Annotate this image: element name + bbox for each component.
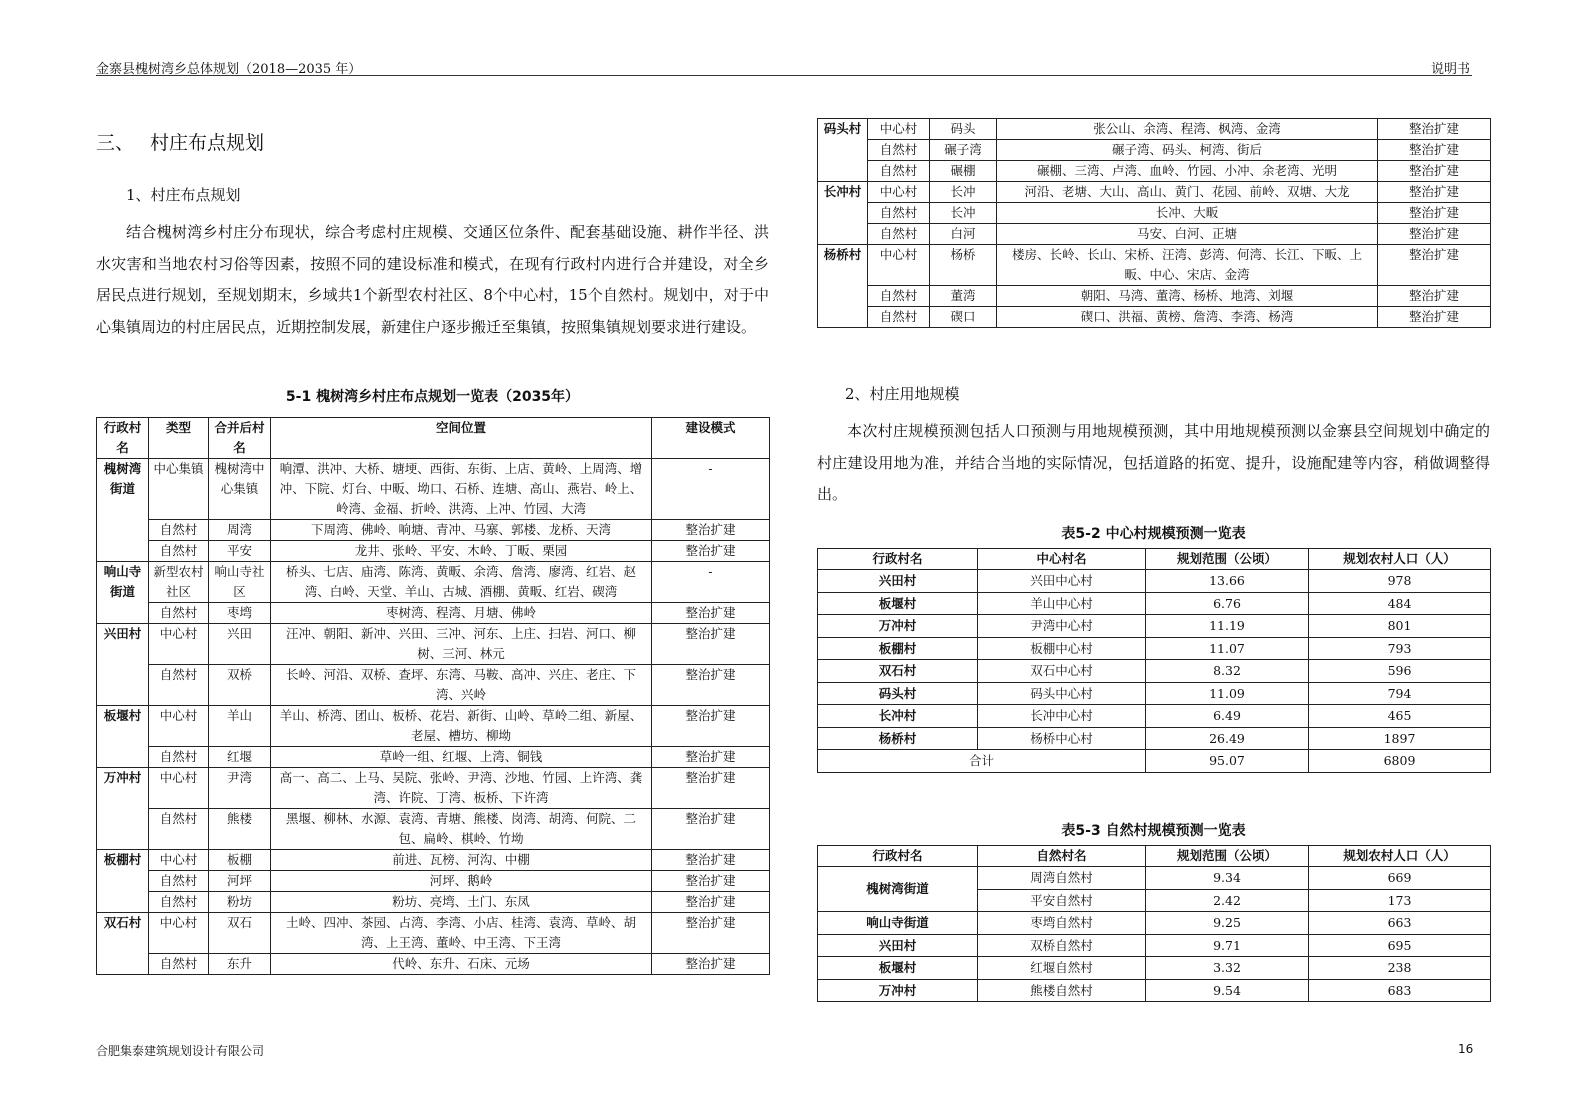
admin-village-cell: 板堰村 — [818, 592, 978, 615]
mode-cell: 整治扩建 — [652, 850, 770, 871]
population-cell: 695 — [1309, 934, 1491, 957]
type-cell: 中心村 — [868, 119, 930, 140]
population-cell: 484 — [1309, 592, 1491, 615]
name-cell: 长冲 — [930, 203, 997, 224]
type-cell: 中心村 — [149, 624, 209, 665]
location-cell: 朝阳、马湾、董湾、杨桥、地湾、刘堰 — [997, 286, 1378, 307]
mode-cell: 整治扩建 — [652, 665, 770, 706]
village-cell: 双石中心村 — [978, 660, 1146, 683]
name-cell: 粉坊 — [209, 892, 271, 913]
location-cell: 桥头、七店、庙湾、陈湾、黄畈、余湾、詹湾、廖湾、红岩、赵湾、白岭、天堂、羊山、古城、酒棚、黄畈、红岩、碶湾 — [271, 562, 652, 603]
admin-village-cell: 兴田村 — [818, 570, 978, 593]
table-row — [97, 954, 770, 975]
village-cell: 双桥自然村 — [978, 934, 1146, 957]
name-cell: 河坪 — [209, 871, 271, 892]
area-cell: 13.66 — [1146, 570, 1309, 593]
location-cell: 张公山、余湾、程湾、枫湾、金湾 — [997, 119, 1378, 140]
area-cell: 9.71 — [1146, 934, 1309, 957]
population-cell: 663 — [1309, 912, 1491, 935]
location-cell: 碾棚、三湾、卢湾、血岭、竹园、小冲、余老湾、光明 — [997, 161, 1378, 182]
table-row — [97, 850, 770, 871]
name-cell: 熊楼 — [209, 809, 271, 850]
village-cell: 平安自然村 — [978, 889, 1146, 912]
area-cell: 26.49 — [1146, 727, 1309, 750]
village-cell: 熊楼自然村 — [978, 979, 1146, 1002]
col-header-merged-name: 合并后村名 — [209, 418, 271, 459]
mode-cell: 整治扩建 — [1378, 286, 1491, 307]
name-cell: 板棚 — [209, 850, 271, 871]
table-row — [818, 286, 1491, 307]
population-cell: 465 — [1309, 705, 1491, 728]
type-cell: 自然村 — [149, 603, 209, 624]
location-cell: 碾子湾、码头、柯湾、街后 — [997, 140, 1378, 161]
mode-cell: 整治扩建 — [1378, 161, 1491, 182]
header-doc-type: 说明书 — [1431, 62, 1471, 77]
total-population: 6809 — [1309, 750, 1491, 773]
mode-cell: 整治扩建 — [1378, 307, 1491, 328]
location-cell: 楼房、长岭、长山、宋桥、汪湾、彭湾、何湾、长江、下畈、上畈、中心、宋店、金湾 — [997, 245, 1378, 286]
village-cell: 长冲中心村 — [978, 705, 1146, 728]
population-cell: 794 — [1309, 682, 1491, 705]
col-header-admin-village: 行政村名 — [818, 846, 978, 867]
name-cell: 双石 — [209, 913, 271, 954]
location-cell: 汪冲、朝阳、新冲、兴田、三冲、河东、上庄、扫岩、河口、柳树、三河、林元 — [271, 624, 652, 665]
table-row — [97, 665, 770, 706]
table-header-row — [818, 846, 1491, 867]
table-row — [818, 957, 1491, 980]
name-cell: 兴田 — [209, 624, 271, 665]
village-cell: 板棚中心村 — [978, 637, 1146, 660]
table-row — [818, 912, 1491, 935]
area-cell: 6.76 — [1146, 592, 1309, 615]
village-layout-table — [96, 417, 770, 975]
name-cell: 槐树湾中心集镇 — [209, 459, 271, 520]
table-row — [818, 140, 1491, 161]
location-cell: 枣树湾、程湾、月塘、佛岭 — [271, 603, 652, 624]
mode-cell: 整治扩建 — [1378, 245, 1491, 286]
subsection-heading-2: 2、村庄用地规模 — [845, 385, 960, 403]
mode-cell: 整治扩建 — [652, 747, 770, 768]
subsection-heading-1: 1、村庄布点规划 — [126, 186, 241, 204]
location-cell: 前进、瓦榜、河沟、中棚 — [271, 850, 652, 871]
location-cell: 土岭、四冲、茶园、占湾、李湾、小店、桂湾、袁湾、草岭、胡湾、上王湾、董岭、中王湾、下王湾 — [271, 913, 652, 954]
admin-village-cell: 长冲村 — [818, 705, 978, 728]
area-cell: 11.09 — [1146, 682, 1309, 705]
col-header-area: 规划范围（公顷） — [1146, 549, 1309, 570]
type-cell: 自然村 — [149, 747, 209, 768]
paragraph-2: 本次村庄规模预测包括人口预测与用地规模预测，其中用地规模预测以金寨县空间规划中确定的村庄建设用地为准，并结合当地的实际情况，包括道路的拓宽、提升，设施配建等内容，稍做调整得出。 — [817, 422, 1490, 503]
col-header-mode: 建设模式 — [652, 418, 770, 459]
table-row — [818, 570, 1491, 593]
col-header-central-village: 中心村名 — [978, 549, 1146, 570]
population-cell: 1897 — [1309, 727, 1491, 750]
population-cell: 978 — [1309, 570, 1491, 593]
table-row — [818, 705, 1491, 728]
mode-cell: 整治扩建 — [1378, 140, 1491, 161]
type-cell: 新型农村社区 — [149, 562, 209, 603]
table-row — [97, 624, 770, 665]
type-cell: 中心村 — [149, 706, 209, 747]
name-cell: 杨桥 — [930, 245, 997, 286]
table-row — [818, 637, 1491, 660]
col-header-type: 类型 — [149, 418, 209, 459]
name-cell: 碶口 — [930, 307, 997, 328]
population-cell: 801 — [1309, 615, 1491, 638]
location-cell: 碶口、洪福、黄榜、詹湾、李湾、杨湾 — [997, 307, 1378, 328]
area-cell: 9.25 — [1146, 912, 1309, 935]
type-cell: 自然村 — [868, 224, 930, 245]
table-row — [97, 747, 770, 768]
table-row — [97, 541, 770, 562]
location-cell: 粉坊、亮塆、土门、东凤 — [271, 892, 652, 913]
type-cell: 自然村 — [868, 140, 930, 161]
village-cell: 红堰自然村 — [978, 957, 1146, 980]
col-header-location: 空间位置 — [271, 418, 652, 459]
mode-cell: 整治扩建 — [652, 809, 770, 850]
type-cell: 中心村 — [149, 850, 209, 871]
name-cell: 羊山 — [209, 706, 271, 747]
area-cell: 3.32 — [1146, 957, 1309, 980]
population-cell: 238 — [1309, 957, 1491, 980]
type-cell: 中心村 — [149, 768, 209, 809]
admin-village-cell: 槐树湾街道 — [818, 867, 978, 912]
type-cell: 中心村 — [149, 913, 209, 954]
admin-village-cell: 双石村 — [97, 913, 149, 975]
type-cell: 中心村 — [868, 182, 930, 203]
type-cell: 自然村 — [868, 161, 930, 182]
mode-cell: 整治扩建 — [652, 954, 770, 975]
table-total-row — [818, 750, 1491, 773]
col-header-population: 规划农村人口（人） — [1309, 549, 1491, 570]
name-cell: 平安 — [209, 541, 271, 562]
mode-cell: - — [652, 459, 770, 520]
village-cell: 枣塆自然村 — [978, 912, 1146, 935]
type-cell: 自然村 — [149, 541, 209, 562]
table-row — [818, 161, 1491, 182]
mode-cell: 整治扩建 — [1378, 203, 1491, 224]
location-cell: 黑堰、柳林、水源、袁湾、青塘、熊楼、岗湾、胡湾、何院、二包、扁岭、棋岭、竹坳 — [271, 809, 652, 850]
name-cell: 长冲 — [930, 182, 997, 203]
table-row — [97, 768, 770, 809]
mode-cell: 整治扩建 — [652, 913, 770, 954]
table-row — [818, 245, 1491, 286]
location-cell: 草岭一组、红堰、上湾、铜钱 — [271, 747, 652, 768]
location-cell: 马安、白河、正塘 — [997, 224, 1378, 245]
location-cell: 代岭、东升、石床、元场 — [271, 954, 652, 975]
table-row — [818, 224, 1491, 245]
name-cell: 码头 — [930, 119, 997, 140]
footer-company: 合肥集泰建筑规划设计有限公司 — [96, 1044, 265, 1058]
admin-village-cell: 板堰村 — [818, 957, 978, 980]
mode-cell: 整治扩建 — [1378, 182, 1491, 203]
admin-village-cell: 码头村 — [818, 119, 868, 182]
type-cell: 中心村 — [868, 245, 930, 286]
location-cell: 龙井、张岭、平安、木岭、丁畈、栗园 — [271, 541, 652, 562]
type-cell: 自然村 — [149, 809, 209, 850]
paragraph-1: 结合槐树湾乡村庄分布现状，综合考虑村庄规模、交通区位条件、配套基础设施、耕作半径、洪水灾害和当地农村习俗等因素，按照不同的建设标准和模式，在现有行政村内进行合并建设，对全乡居民点进行规划，至规划期末，乡域共1个新型农村社区、8个中心村，15个自然村。规划中，对于中心集镇周边的村庄居民点，近期控制发展，新建住户逐步搬迁至集镇，按照集镇规划要求进行建设。 — [96, 223, 769, 336]
village-layout-table-continued — [817, 118, 1491, 328]
admin-village-cell: 板棚村 — [818, 637, 978, 660]
area-cell: 2.42 — [1146, 889, 1309, 912]
admin-village-cell: 板棚村 — [97, 850, 149, 913]
admin-village-cell: 码头村 — [818, 682, 978, 705]
name-cell: 东升 — [209, 954, 271, 975]
type-cell: 自然村 — [149, 954, 209, 975]
admin-village-cell: 杨桥村 — [818, 727, 978, 750]
mode-cell: 整治扩建 — [652, 541, 770, 562]
mode-cell: 整治扩建 — [652, 768, 770, 809]
admin-village-cell: 杨桥村 — [818, 245, 868, 328]
village-cell: 尹湾中心村 — [978, 615, 1146, 638]
location-cell: 响潭、洪冲、大桥、塘埂、西街、东街、上店、黄岭、上周湾、增冲、下院、灯台、中畈、坳口、石桥、连塘、高山、燕岩、岭上、岭湾、金福、折岭、洪湾、上冲、竹园、大湾 — [271, 459, 652, 520]
page-number: 16 — [1458, 1042, 1474, 1056]
admin-village-cell: 响山寺街道 — [97, 562, 149, 624]
mode-cell: 整治扩建 — [652, 892, 770, 913]
table-row — [818, 934, 1491, 957]
village-cell: 兴田中心村 — [978, 570, 1146, 593]
table-5-2-caption: 表5-2 中心村规模预测一览表 — [1061, 526, 1246, 542]
table-row — [818, 203, 1491, 224]
mode-cell: 整治扩建 — [652, 520, 770, 541]
total-label: 合计 — [818, 750, 1146, 773]
mode-cell: 整治扩建 — [652, 624, 770, 665]
population-cell: 173 — [1309, 889, 1491, 912]
admin-village-cell: 板堰村 — [97, 706, 149, 768]
table-row — [818, 979, 1491, 1002]
name-cell: 白河 — [930, 224, 997, 245]
table-row — [97, 459, 770, 520]
table-row — [97, 913, 770, 954]
admin-village-cell: 响山寺街道 — [818, 912, 978, 935]
mode-cell: 整治扩建 — [652, 706, 770, 747]
admin-village-cell: 兴田村 — [818, 934, 978, 957]
location-cell: 羊山、桥湾、团山、板桥、花岩、新街、山岭、草岭二组、新屋、老屋、槽坊、柳坳 — [271, 706, 652, 747]
col-header-admin-village: 行政村名 — [818, 549, 978, 570]
mode-cell: - — [652, 562, 770, 603]
table-row — [818, 682, 1491, 705]
location-cell: 河坪、鹅岭 — [271, 871, 652, 892]
name-cell: 周湾 — [209, 520, 271, 541]
area-cell: 9.34 — [1146, 867, 1309, 890]
village-cell: 码头中心村 — [978, 682, 1146, 705]
admin-village-cell: 双石村 — [818, 660, 978, 683]
header-title: 金寨县槐树湾乡总体规划（2018—2035 年） — [96, 62, 362, 77]
name-cell: 双桥 — [209, 665, 271, 706]
table-row — [818, 592, 1491, 615]
table-header-row — [818, 549, 1491, 570]
section-heading — [96, 128, 264, 155]
table-row — [97, 871, 770, 892]
total-area: 95.07 — [1146, 750, 1309, 773]
name-cell: 碾棚 — [930, 161, 997, 182]
natural-village-scale-table — [817, 845, 1491, 1002]
table-row — [818, 867, 1491, 890]
mode-cell: 整治扩建 — [652, 603, 770, 624]
location-cell: 长岭、河沿、双桥、查坪、东湾、马鞍、高冲、兴庄、老庄、下湾、兴岭 — [271, 665, 652, 706]
area-cell: 9.54 — [1146, 979, 1309, 1002]
type-cell: 自然村 — [149, 520, 209, 541]
location-cell: 下周湾、佛岭、响塘、青冲、马寨、郭楼、龙桥、天湾 — [271, 520, 652, 541]
table-row — [818, 119, 1491, 140]
mode-cell: 整治扩建 — [652, 871, 770, 892]
population-cell: 596 — [1309, 660, 1491, 683]
col-header-area: 规划范围（公顷） — [1146, 846, 1309, 867]
population-cell: 683 — [1309, 979, 1491, 1002]
name-cell: 董湾 — [930, 286, 997, 307]
type-cell: 自然村 — [868, 307, 930, 328]
population-cell: 793 — [1309, 637, 1491, 660]
admin-village-cell: 长冲村 — [818, 182, 868, 245]
type-cell: 自然村 — [149, 892, 209, 913]
admin-village-cell: 槐树湾街道 — [97, 459, 149, 562]
type-cell: 自然村 — [149, 871, 209, 892]
table-row — [97, 706, 770, 747]
central-village-scale-table — [817, 548, 1491, 773]
admin-village-cell: 万冲村 — [97, 768, 149, 850]
village-cell: 杨桥中心村 — [978, 727, 1146, 750]
table-row — [818, 727, 1491, 750]
table-row — [818, 660, 1491, 683]
col-header-natural-village: 自然村名 — [978, 846, 1146, 867]
section-number: 三、 — [96, 132, 135, 154]
table-header-row — [97, 418, 770, 459]
location-cell: 长冲、大畈 — [997, 203, 1378, 224]
table-row — [97, 562, 770, 603]
col-header-population: 规划农村人口（人） — [1309, 846, 1491, 867]
table-row — [97, 520, 770, 541]
table-5-3-caption: 表5-3 自然村规模预测一览表 — [1061, 823, 1246, 839]
village-cell: 周湾自然村 — [978, 867, 1146, 890]
section-title: 村庄布点规划 — [150, 132, 265, 154]
table-row — [818, 182, 1491, 203]
table-row — [97, 603, 770, 624]
type-cell: 自然村 — [868, 286, 930, 307]
name-cell: 枣塆 — [209, 603, 271, 624]
area-cell: 11.19 — [1146, 615, 1309, 638]
table-row — [818, 307, 1491, 328]
population-cell: 669 — [1309, 867, 1491, 890]
village-cell: 羊山中心村 — [978, 592, 1146, 615]
type-cell: 中心集镇 — [149, 459, 209, 520]
name-cell: 碾子湾 — [930, 140, 997, 161]
admin-village-cell: 兴田村 — [97, 624, 149, 706]
header-rule — [96, 75, 1472, 76]
location-cell: 高一、高二、上马、吴院、张岭、尹湾、沙地、竹园、上许湾、龚湾、许院、丁湾、板桥、下许湾 — [271, 768, 652, 809]
area-cell: 11.07 — [1146, 637, 1309, 660]
admin-village-cell: 万冲村 — [818, 615, 978, 638]
name-cell: 尹湾 — [209, 768, 271, 809]
table-row — [97, 809, 770, 850]
col-header-admin-village: 行政村名 — [97, 418, 149, 459]
table-row — [97, 892, 770, 913]
location-cell: 河沿、老塘、大山、高山、黄门、花园、前岭、双塘、大龙 — [997, 182, 1378, 203]
type-cell: 自然村 — [149, 665, 209, 706]
table-row — [818, 615, 1491, 638]
table-5-1-caption: 5-1 槐树湾乡村庄布点规划一览表（2035年） — [285, 389, 580, 405]
name-cell: 红堰 — [209, 747, 271, 768]
name-cell: 响山寺社区 — [209, 562, 271, 603]
mode-cell: 整治扩建 — [1378, 224, 1491, 245]
area-cell: 6.49 — [1146, 705, 1309, 728]
mode-cell: 整治扩建 — [1378, 119, 1491, 140]
area-cell: 8.32 — [1146, 660, 1309, 683]
type-cell: 自然村 — [868, 203, 930, 224]
admin-village-cell: 万冲村 — [818, 979, 978, 1002]
